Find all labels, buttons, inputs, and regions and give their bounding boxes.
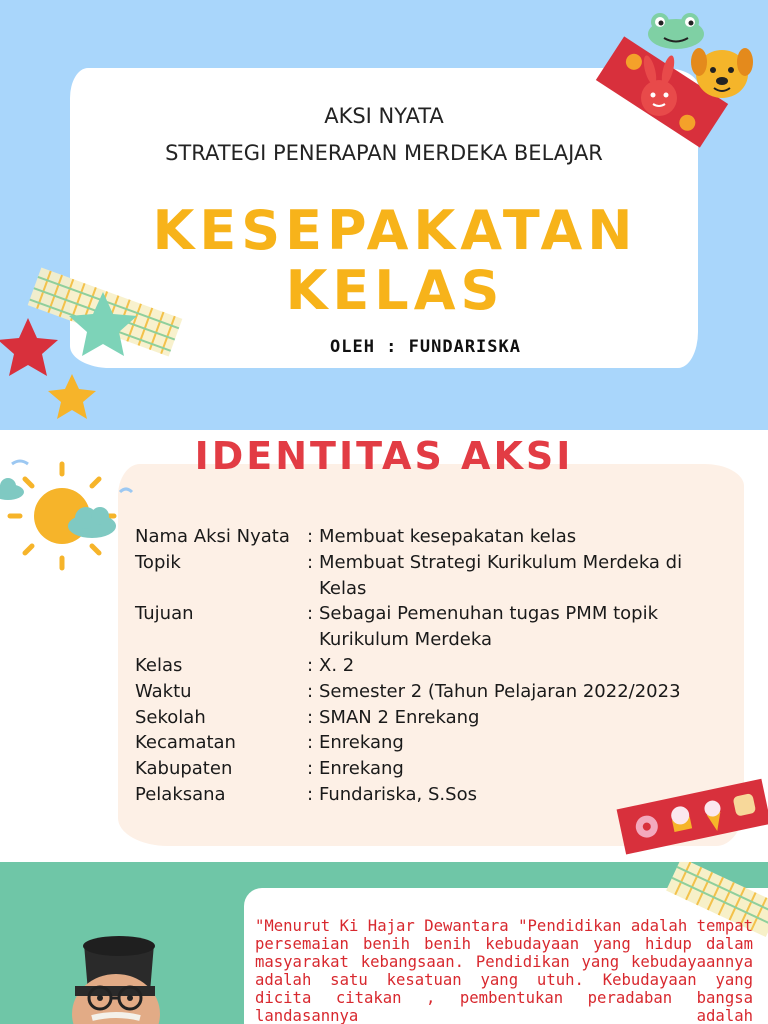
identity-row xyxy=(135,679,729,705)
identity-colon: : xyxy=(307,551,314,573)
identity-colon: : xyxy=(307,758,314,780)
quote-section xyxy=(0,862,768,1024)
identity-label: Pelaksana xyxy=(135,783,226,805)
identity-label: Topik xyxy=(135,551,181,573)
identity-value: Enrekang xyxy=(319,732,404,754)
identity-colon: : xyxy=(307,680,314,702)
identity-value: Sebagai Pemenuhan tugas PMM topik Kurikulum Merdeka xyxy=(319,603,658,651)
cover-kicker-line1: AKSI NYATA xyxy=(324,104,444,128)
portrait-illustration xyxy=(72,936,160,1024)
identity-row xyxy=(135,730,729,756)
identity-row xyxy=(135,782,729,808)
identity-label: Kelas xyxy=(135,654,183,676)
cover-title-line1: KESEPAKATAN xyxy=(152,199,638,262)
identity-value: Semester 2 (Tahun Pelajaran 2022/2023 xyxy=(319,680,681,702)
identity-colon: : xyxy=(307,603,314,625)
identity-title: IDENTITAS AKSI xyxy=(194,434,574,478)
cover-author: OLEH : FUNDARISKA xyxy=(330,337,521,357)
identity-label: Waktu xyxy=(135,680,192,702)
quote-text: "Menurut Ki Hajar Dewantara "Pendidikan adalah tempat persemaian benih benih kebudayaan yang hidup dalam masyarakat kebangsaan. Pendidikan yang kebudayaannya adalah satu kesatuan yang utuh. Kebudayaan yang dicita citakan , pembentukan peradaban bangsa landasannya adalah xyxy=(255,917,753,1024)
identity-value: X. 2 xyxy=(319,654,355,676)
identity-value: Fundariska, S.Sos xyxy=(319,783,477,805)
star-icon xyxy=(0,318,58,376)
cover-title-line2: KELAS xyxy=(285,259,505,322)
identity-value: Enrekang xyxy=(319,758,404,780)
cover-kicker-line2: STRATEGI PENERAPAN MERDEKA BELAJAR xyxy=(165,141,603,165)
identity-row xyxy=(135,601,729,653)
identity-colon: : xyxy=(307,706,314,728)
identity-value: SMAN 2 Enrekang xyxy=(319,706,480,728)
identity-value: Membuat Strategi Kurikulum Merdeka di Kelas xyxy=(319,551,683,599)
frog-icon xyxy=(648,13,704,49)
identity-row xyxy=(135,550,729,602)
identity-label: Kabupaten xyxy=(135,758,233,780)
identity-label: Tujuan xyxy=(135,603,194,625)
identity-row xyxy=(135,705,729,731)
cover-section xyxy=(0,0,768,430)
identity-label: Nama Aksi Nyata xyxy=(135,526,290,547)
identity-colon: : xyxy=(307,783,314,805)
identity-colon: : xyxy=(307,526,314,547)
identity-row xyxy=(135,653,729,679)
star-icon xyxy=(48,374,96,419)
identity-colon: : xyxy=(307,654,314,676)
identity-label: Sekolah xyxy=(135,706,206,728)
identity-row xyxy=(135,524,729,550)
identity-section xyxy=(0,430,768,862)
identity-label: Kecamatan xyxy=(135,732,236,754)
identity-colon: : xyxy=(307,732,314,754)
identity-table xyxy=(135,524,729,808)
cloud-icon xyxy=(0,478,24,500)
identity-row xyxy=(135,756,729,782)
identity-value: Membuat kesepakatan kelas xyxy=(319,526,577,547)
